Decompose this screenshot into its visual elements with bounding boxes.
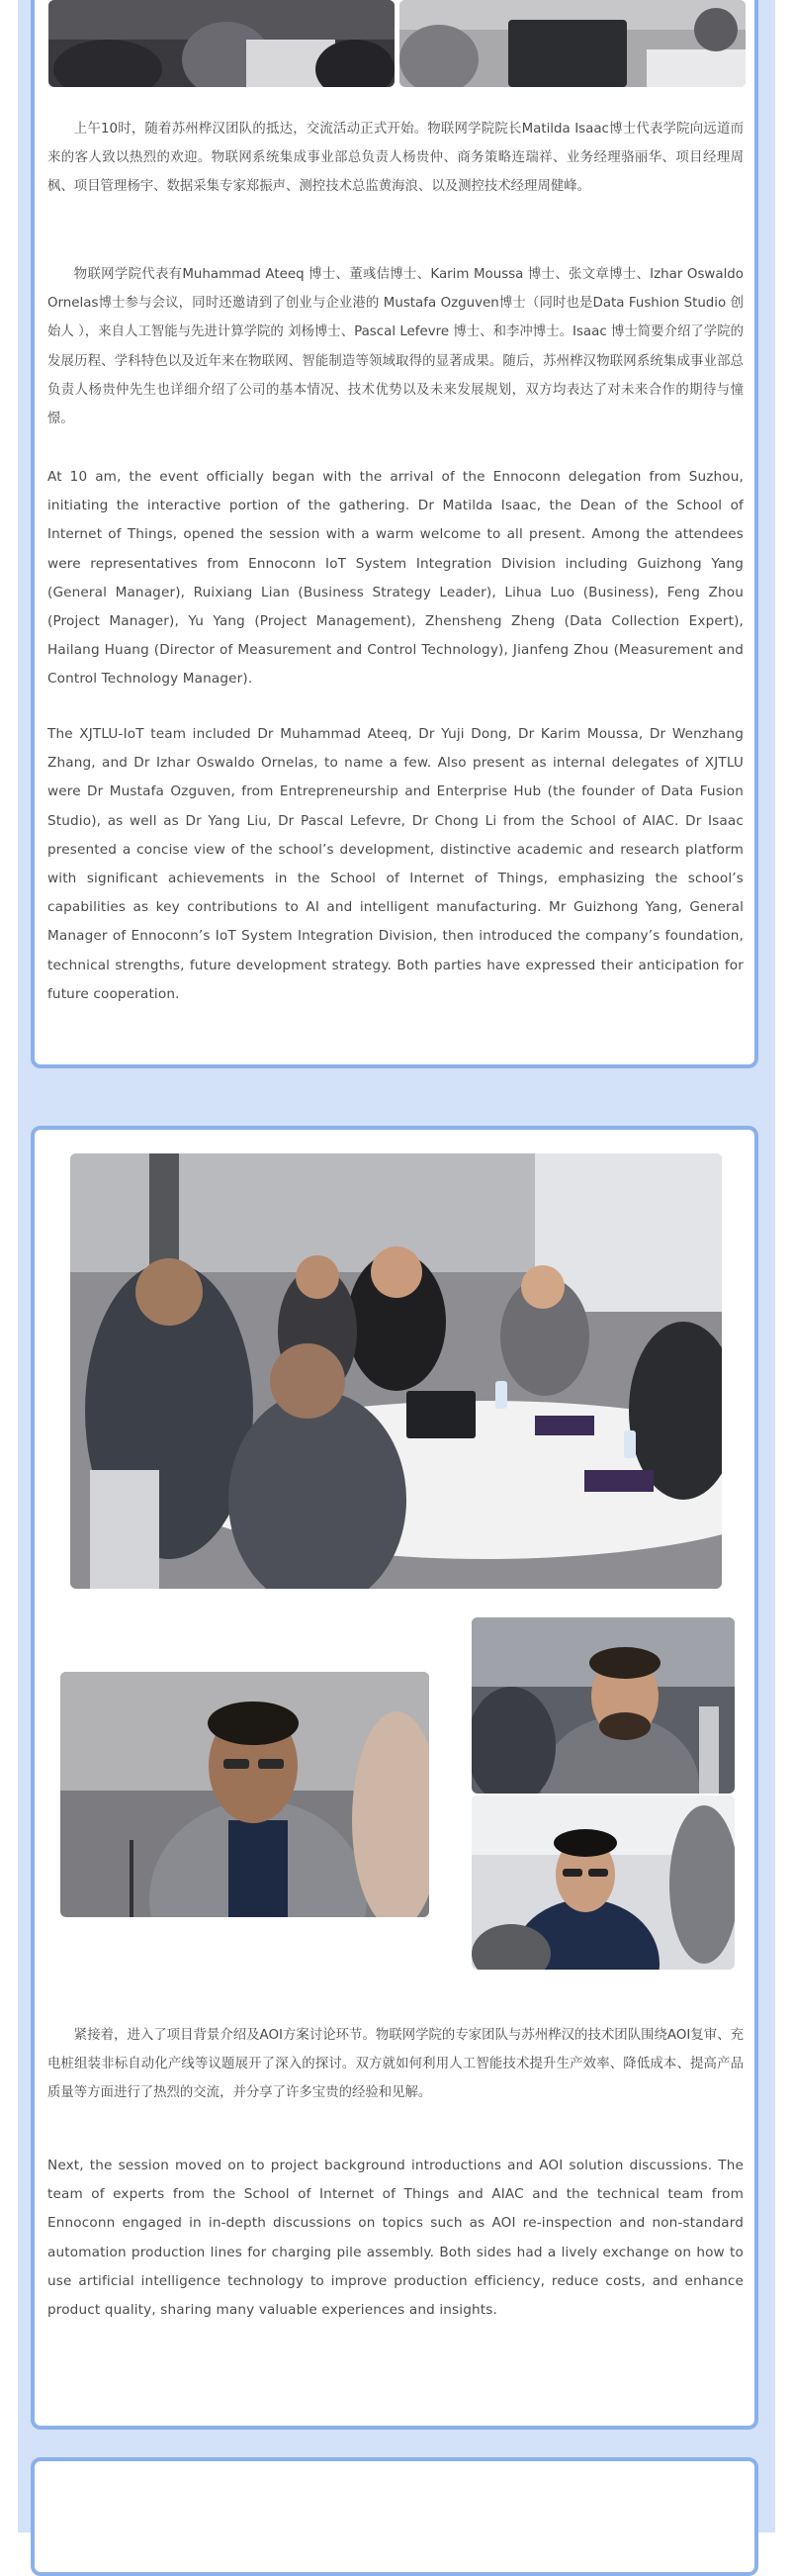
section2-chinese-paragraph-1: 紧接着，进入了项目背景介绍及AOI方案讨论环节。物联网学院的专家团队与苏州桦汉的技术团队围绕AOI复审、充电桩组装非标自动化产线等议题展开了深入的探讨。双方就如何利用人工智能技术提升生产效率、降低成本、提高产品质量等方面进行了热烈的交流，并分享了许多宝贵的经验和见解。 (47, 2028, 744, 2101)
photo-meeting-right-cropped (399, 0, 746, 87)
photo-roundtable-meeting (70, 1153, 722, 1589)
section1-english-paragraph-1: At 10 am, the event officially began with the arrival of the Ennoconn delegation from Suzhou, initiating the interactive portion of the gathering. Dr Matilda Isaac, the Dean of the School of Internet of Things, opened the session with a warm welcome to all present. Among the attendees were representatives from Ennoconn IoT System Integration Division including Guizhong Yang (General Manager), Ruixiang Lian (Business Strategy Leader), Lihua Luo (Business), Feng Zhou (Project Manager), Yu Yang (Project Management), Zhensheng Zheng (Data Collection Expert), Hailang Huang (Director of Measurement and Control Technology), Jianfeng Zhou (Measurement and Control Technology Manager). (47, 469, 744, 688)
article-card-3 (31, 2457, 758, 2576)
section1-chinese-paragraph-2: 物联网学院代表有Muhammad Ateeq 博士、董彧佶博士、Karim Moussa 博士、张文章博士、Izhar Oswaldo Ornelas博士参与会议，同时还邀请到了创业与企业港的 Mustafa Ozguven博士（同时也是Data Fushion Studio 创始人 ），来自人工智能与先进计算学院的 刘杨博士、Pascal Lefevre 博士、和李冲博士。Isaac 博士简要介绍了学院的发展历程、学科特色以及近年来在物联网、智能制造等领域取得的显著成果。随后，苏州桦汉物联网系统集成事业部总负责人杨贵仲先生也详细介绍了公司的基本情况、技术优势以及未来发展规划，双方均表达了对未来合作的期待与憧憬。 (47, 267, 744, 427)
photo-speaker-bearded-man (472, 1617, 735, 1794)
photo-speaker-young-man (472, 1795, 735, 1970)
section1-chinese-paragraph-1: 上午10时，随着苏州桦汉团队的抵达，交流活动正式开始。物联网学院院长Matilda Isaac博士代表学院向远道而来的客人致以热烈的欢迎。物联网系统集成事业部总负责人杨贵仲、商务策略连瑞祥、业务经理骆丽华、项目经理周枫、项目管理杨宇、数据采集专家郑振声、测控技术总监黄海浪、以及测控技术经理周健峰。 (47, 122, 744, 195)
section1-english-paragraph-2: The XJTLU-IoT team included Dr Muhammad Ateeq, Dr Yuji Dong, Dr Karim Moussa, Dr Wenzhang Zhang, and Dr Izhar Oswaldo Ornelas, to name a few. Also present as internal delegates of XJTLU were Dr Mustafa Ozguven, from Entrepreneurship and Enterprise Hub (the founder of Data Fusion Studio), as well as Dr Yang Liu, Dr Pascal Lefevre, Dr Chong Li from the School of AIAC. Dr Isaac presented a concise view of the school’s development, distinctive academic and research platform with significant achievements in the School of Internet of Things, emphasizing the school’s capabilities as key contributions to AI and intelligent manufacturing. Mr Guizhong Yang, General Manager of Ennoconn’s IoT System Integration Division, then introduced the company’s foundation, technical strengths, future development strategy. Both parties have expressed their anticipation for future cooperation. (47, 726, 744, 1002)
photo-speaker-glasses-man (60, 1672, 429, 1917)
section2-english-paragraph-1: Next, the session moved on to project background introductions and AOI solution discussions. The team of experts from the School of Internet of Things and AIAC and the technical team from Ennoconn engaged in in-depth discussions on topics such as AOI re-inspection and non-standard automation production lines for charging pile assembly. Both sides had a lively exchange on how to use artificial intelligence technology to improve production efficiency, reduce costs, and enhance product quality, sharing many valuable experiences and insights. (47, 2158, 744, 2319)
photo-meeting-left-cropped (48, 0, 395, 87)
